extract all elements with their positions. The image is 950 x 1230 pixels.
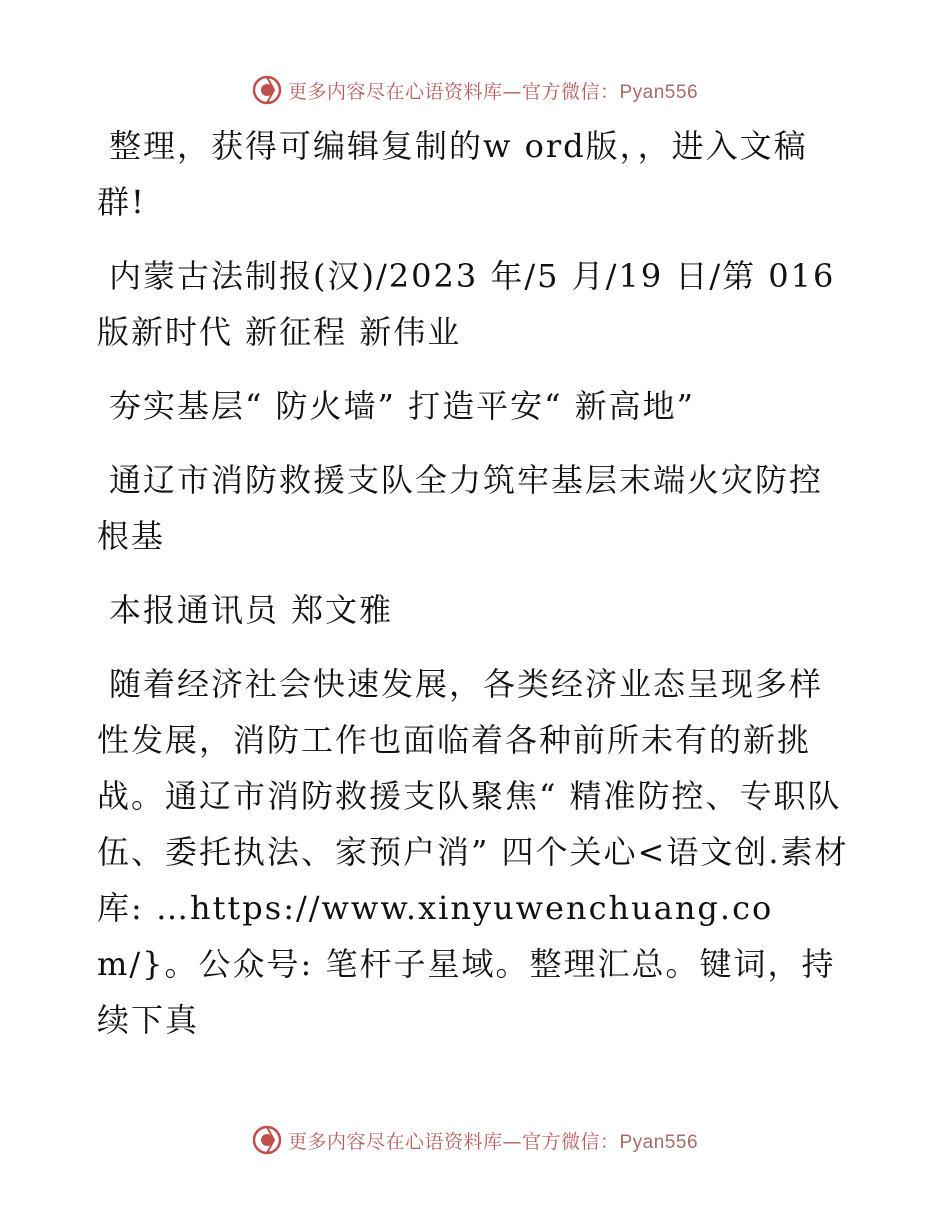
- watermark-wechat-label: 官方微信：: [521, 80, 620, 103]
- watermark-wechat-id: Pyan556: [619, 1131, 699, 1153]
- page-header-watermark: [0, 70, 950, 110]
- watermark-separator: —: [502, 1130, 522, 1153]
- watermark-brand: 更多内容尽在心语资料库: [287, 80, 503, 103]
- watermark-wechat-label: 官方微信：: [521, 1130, 620, 1153]
- article-headline: 夯实基层“ 防火墙” 打造平安“ 新高地”: [109, 387, 695, 425]
- paragraph-source-line: 内蒙古法制报(汉)/2023 年/5 月/19 日/第 016 版新时代 新征程 新伟业: [97, 257, 836, 351]
- brand-logo-icon: [252, 1125, 282, 1155]
- brand-logo-icon: [252, 75, 282, 105]
- watermark-brand: 更多内容尽在心语资料库: [287, 1130, 503, 1153]
- watermark-text: [288, 1127, 698, 1154]
- page-footer-watermark: [0, 1120, 950, 1160]
- watermark-wechat-id: Pyan556: [619, 81, 699, 103]
- article-body-paragraph: 随着经济社会快速发展，各类经济业态呈现多样性发展，消防工作也面临着各种前所未有的新挑战。通辽市消防救援支队聚焦“ 精准防控、专职队伍、委托执法、家预户消” 四个关心<语文创.素材库: …https://www.xinyuwenchuang.com/}。公众号: 笔杆子星域。整理汇总。键词，持续下真: [97, 665, 849, 1039]
- article-subheadline: 通辽市消防救援支队全力筑牢基层末端火灾防控根基: [97, 461, 824, 555]
- watermark-separator: —: [502, 80, 522, 103]
- document-body: [97, 118, 853, 1048]
- paragraph-intro: 整理，获得可编辑复制的w ord版，，进入文稿群!: [97, 127, 808, 221]
- watermark-text: [288, 77, 698, 104]
- article-byline: 本报通讯员 郑文雅: [109, 591, 394, 629]
